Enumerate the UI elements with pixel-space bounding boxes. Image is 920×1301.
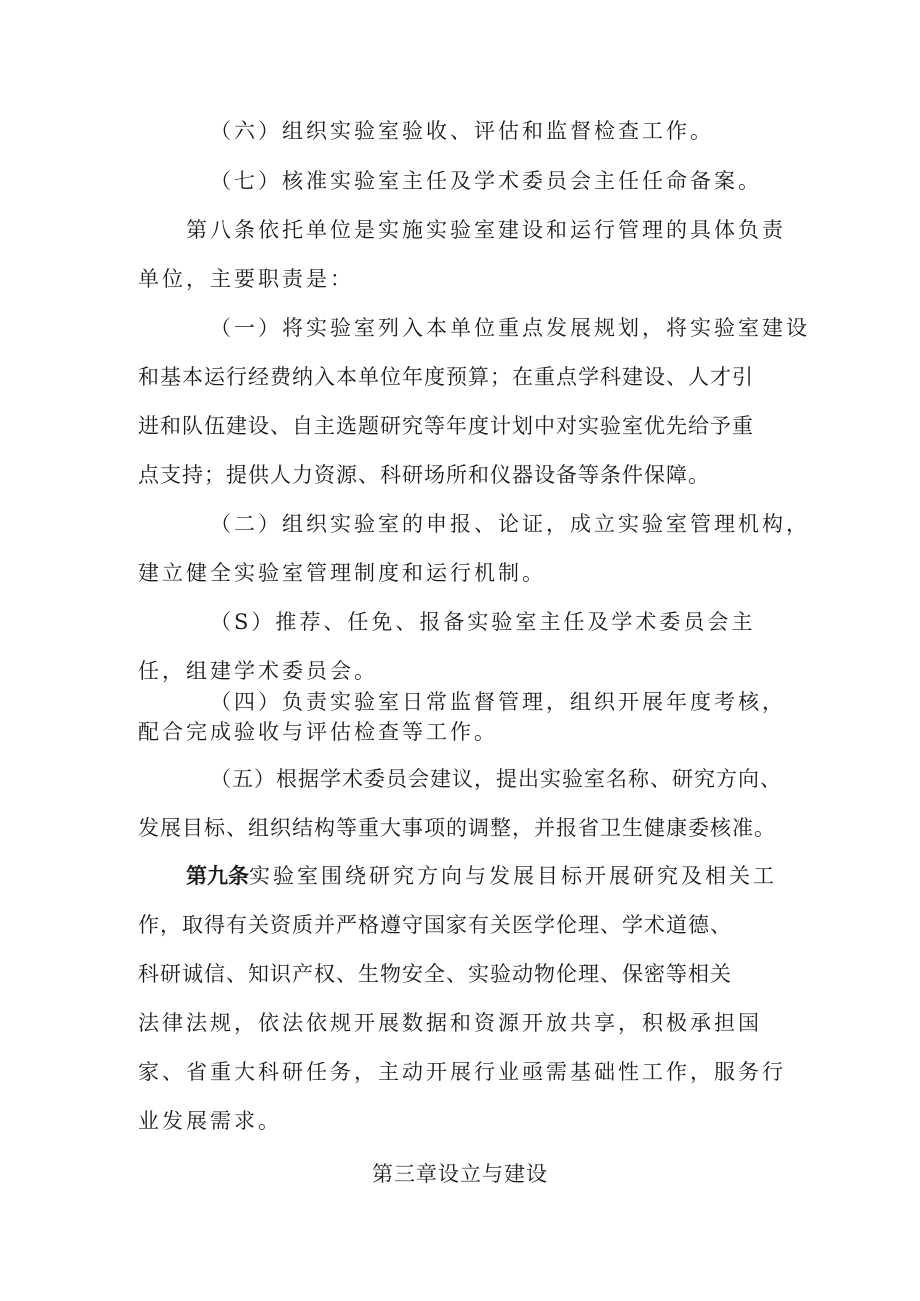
paragraph-line: 发展目标、组织结构等重大事项的调整，并报省卫生健康委核准。: [138, 816, 776, 840]
paragraph-line: （四）负责实验室日常监督管理，组织开展年度考核，: [210, 690, 786, 714]
paragraph-line: （S）推荐、任免、报备实验室主任及学术委员会主: [210, 610, 756, 634]
paragraph-line: 业发展需求。: [138, 1109, 282, 1133]
paragraph-line: 进和队伍建设、自主选题研究等年度计划中对实验室优先给予重: [138, 414, 754, 438]
paragraph-line: 科研诚信、知识产权、生物安全、实验动物伦理、保密等相关: [138, 962, 732, 986]
paragraph-line: 法律法规，依法依规开展数据和资源开放共享，积极承担国: [138, 1011, 762, 1035]
article-9-text: 实验室围绕研究方向与发展目标开展研究及相关工: [249, 864, 777, 888]
paragraph-line: 单位，主要职责是：: [138, 267, 354, 291]
paragraph-line: （七）核准实验室主任及学术委员会主任任命备案。: [210, 169, 762, 193]
paragraph-line: 配合完成验收与评估检查等工作。: [138, 720, 498, 744]
paragraph-line: 作，取得有关资质并严格遵守国家有关医学伦理、学术道德、: [138, 913, 732, 937]
paragraph-line: 和基本运行经费纳入本单位年度预算；在重点学科建设、人才引: [138, 365, 754, 389]
paragraph-line: （一）将实验室列入本单位重点发展规划，将实验室建设: [210, 316, 810, 340]
paragraph-line: 建立健全实验室管理制度和运行机制。: [138, 561, 546, 585]
chapter-heading: 第三章设立与建设: [372, 1162, 548, 1186]
paragraph-line: 任，组建学术委员会。: [138, 659, 378, 683]
article-9-label: 第九条: [186, 864, 249, 888]
paragraph-line: （五）根据学术委员会建议，提出实验室名称、研究方向、: [210, 767, 782, 791]
article-9-line: [186, 862, 777, 890]
paragraph-line: （二）组织实验室的申报、论证，成立实验室管理机构，: [210, 512, 810, 536]
paragraph-line: 点支持；提供人力资源、科研场所和仪器设备等条件保障。: [138, 463, 710, 487]
article-8-line: 第八条依托单位是实施实验室建设和运行管理的具体负责: [186, 218, 786, 242]
paragraph-line: 家、省重大科研任务，主动开展行业亟需基础性工作，服务行: [138, 1060, 786, 1084]
paragraph-line: （六）组织实验室验收、评估和监督检查工作。: [210, 119, 714, 143]
